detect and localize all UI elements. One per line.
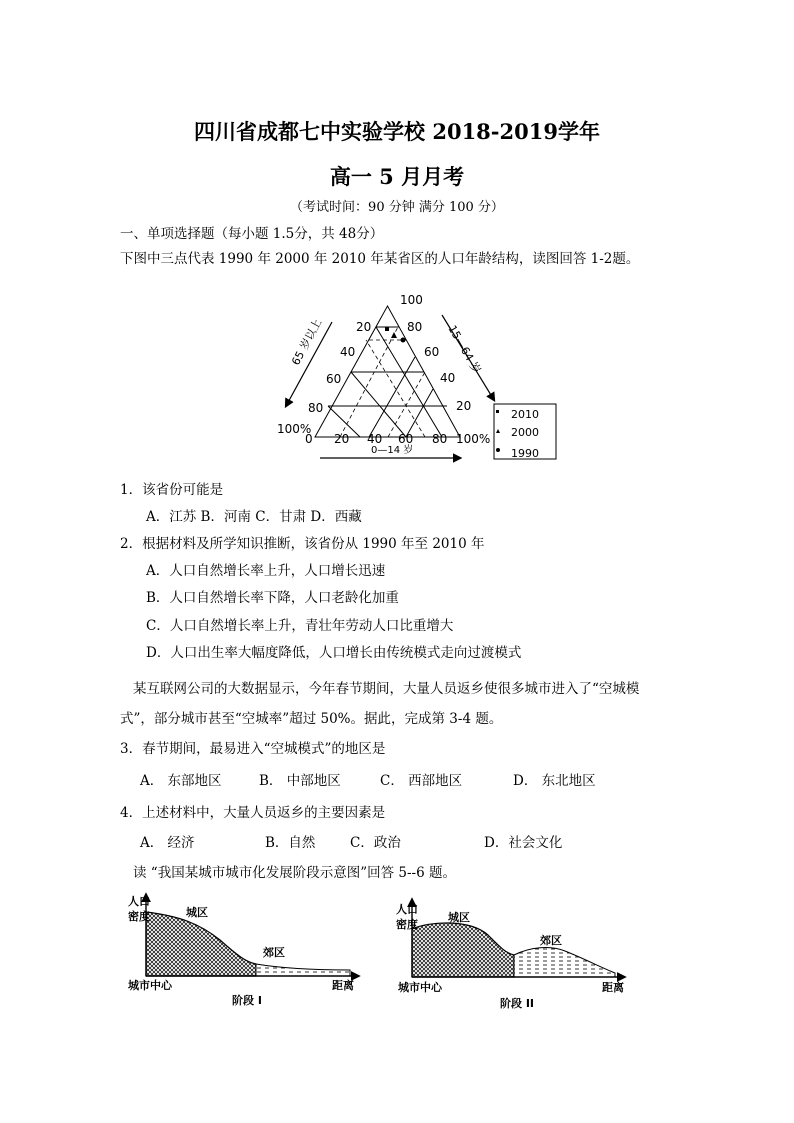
triangle-dashed-grid [340, 327, 425, 437]
year-markers [385, 327, 406, 343]
marker-2010 [385, 327, 389, 331]
question-intro-5-6: 读 “我国某城市城市化发展阶段示意图”回答 5--6 题。 [133, 865, 456, 881]
stage-2-diagram [390, 895, 640, 1025]
q4-stem: 4．上述材料中，大量人员返乡的主要因素是 [120, 805, 386, 821]
stage-1-urban-label: 城区 [186, 906, 208, 919]
stage-1-xlabel: 距离 [332, 979, 354, 992]
left-axis-title: 65 岁以上 [289, 316, 325, 368]
legend [494, 404, 556, 460]
apex-label: 100 [400, 293, 423, 307]
bottom-tick: 80 [432, 432, 448, 446]
q1-options: A．江苏 B．河南 C．甘肃 D．西藏 [146, 509, 362, 525]
q3-stem: 3．春节期间，最易进入“空城模式”的地区是 [120, 741, 386, 757]
bottom-axis-title: 0—14 岁 [371, 445, 414, 456]
ternary-diagram [270, 290, 570, 468]
stage-2-origin-label: 城市中心 [398, 981, 442, 994]
stage-2-ylabel: 密度 [396, 918, 418, 931]
bottom-tick: 40 [367, 432, 383, 446]
bottom-tick: 100% [456, 432, 491, 446]
bottom-tick: 0 [305, 432, 313, 446]
stage-1-caption: 阶段 I [232, 994, 262, 1007]
bottom-tick: 20 [334, 432, 350, 446]
legend-2010: 2010 [511, 408, 539, 421]
q1-stem: 1．该省份可能是 [120, 482, 224, 498]
stage-1-diagram [120, 890, 370, 1020]
legend-1990: 1990 [511, 447, 539, 460]
stage-2-suburb-label: 郊区 [540, 934, 562, 947]
stage-1-ylabel: 人口 [128, 895, 150, 908]
right-tick: 60 [424, 345, 440, 359]
stage-2-xlabel: 距离 [602, 981, 624, 994]
stage-1-suburb-label: 郊区 [263, 946, 285, 959]
left-tick: 20 [356, 320, 372, 334]
left-tick: 100% [277, 422, 312, 436]
page-title: 四川省成都七中实验学校 2018-2019学年 [194, 119, 600, 144]
stage-1-ylabel: 密度 [128, 910, 150, 923]
section-heading: 一、单项选择题（每小题 1.5分，共 48分） [120, 226, 384, 242]
q3-option-d: D． 东北地区 [513, 773, 596, 789]
right-tick: 80 [407, 320, 423, 334]
left-tick: 40 [340, 345, 356, 359]
left-tick: 60 [326, 372, 342, 386]
q4-option-a: A． 经济 [140, 835, 195, 851]
stage-1-origin-label: 城市中心 [128, 979, 172, 992]
page-subtitle: 高一 5 月月考 [329, 164, 465, 189]
q2-stem: 2．根据材料及所学知识推断，该省份从 1990 年至 2010 年 [120, 536, 485, 552]
exam-info: （考试时间：90 分钟 满分 100 分） [290, 200, 504, 215]
right-tick: 40 [440, 371, 456, 385]
passage-line-2: 式”，部分城市甚至“空城率”超过 50%。据此，完成第 3-4 题。 [120, 711, 503, 727]
q2-option-a: A．人口自然增长率上升，人口增长迅速 [146, 563, 386, 579]
right-tick: 20 [456, 399, 472, 413]
legend-2000: 2000 [511, 426, 539, 439]
q2-option-d: D．人口出生率大幅度降低，人口增长由传统模式走向过渡模式 [146, 645, 522, 661]
q4-option-c: C．政治 [350, 835, 401, 851]
q3-option-a: A． 东部地区 [140, 773, 222, 789]
q4-option-d: D．社会文化 [484, 835, 563, 851]
question-intro-1-2: 下图中三点代表 1990 年 2000 年 2010 年某省区的人口年龄结构，读图回答 1-2题。 [120, 251, 640, 267]
right-axis-title: 15—64 岁 [445, 323, 484, 376]
stage-2-caption: 阶段 II [500, 997, 535, 1010]
left-tick: 80 [308, 401, 324, 415]
q3-option-c: C． 西部地区 [380, 773, 463, 789]
marker-2000 [391, 332, 397, 338]
q2-option-c: C．人口自然增长率上升，青壮年劳动人口比重增大 [146, 618, 454, 634]
stage-2-ylabel: 人口 [396, 903, 418, 916]
q4-option-b: B．自然 [265, 835, 316, 851]
q2-option-b: B．人口自然增长率下降，人口老龄化加重 [146, 590, 399, 606]
marker-1990 [401, 338, 406, 343]
q3-option-b: B． 中部地区 [259, 773, 341, 789]
passage-line-1: 某互联网公司的大数据显示，今年春节期间，大量人员返乡使很多城市进入了“空城模 [133, 681, 640, 697]
bottom-tick: 60 [398, 432, 414, 446]
stage-2-urban-label: 城区 [448, 911, 470, 924]
